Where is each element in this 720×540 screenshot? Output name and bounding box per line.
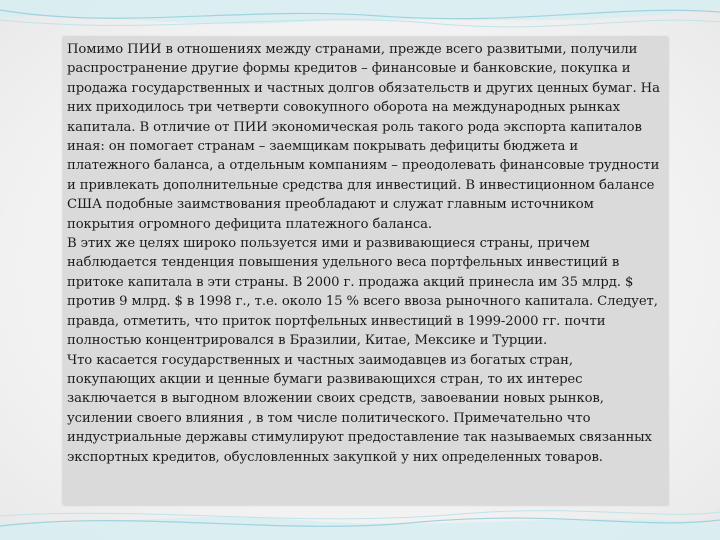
paragraph-1: Помимо ПИИ в отношениях между странами, прежде всего развитыми, получили распространение другие формы кредитов – финансовые и банковские, покупка и продажа государственных и частных долгов обязательств и других ценных бумаг. На них приходилось три четверти совокупного оборота на международных рынках капитала. В отличие от ПИИ экономическая роль такого рода экспорта капиталов иная: он помогает странам – заемщикам покрывать дефициты бюджета и платежного баланса, а отдельным компаниям – преодолевать финансовые трудности и привлекать дополнительные средства для инвестиций. В инвестиционном балансе США подобные заимствования преобладают и служат главным источником покрытия огромного дефицита платежного баланса. [67,42,660,232]
body-text-box [63,37,668,505]
paragraph-3: Что касается государственных и частных заимодавцев из богатых стран, покупающих акции и ценные бумаги развивающихся стран, то их интерес заключается в выгодном вложении своих средств, завоевании новых рынков, усилении своего влияния , в том числе политического. Примечательно что индустриальные державы стимулируют предоставление так называемых связанных экспортных кредитов, обусловленных закупкой у них определенных товаров. [67,352,652,465]
paragraph-2: В этих же целях широко пользуется ими и развивающиеся страны, причем наблюдается тенденция повышения удельного веса портфельных инвестиций в притоке капитала в эти страны. В 2000 г. продажа акций принесла им 35 млрд. $ против 9 млрд. $ в 1998 г., т.е. около 15 % всего ввоза рыночного капитала. Следует, правда, отметить, что приток портфельных инвестиций в 1999-2000 гг. почти полностью концентрировался в Бразилии, Китае, Мексике и Турции. [67,236,658,349]
